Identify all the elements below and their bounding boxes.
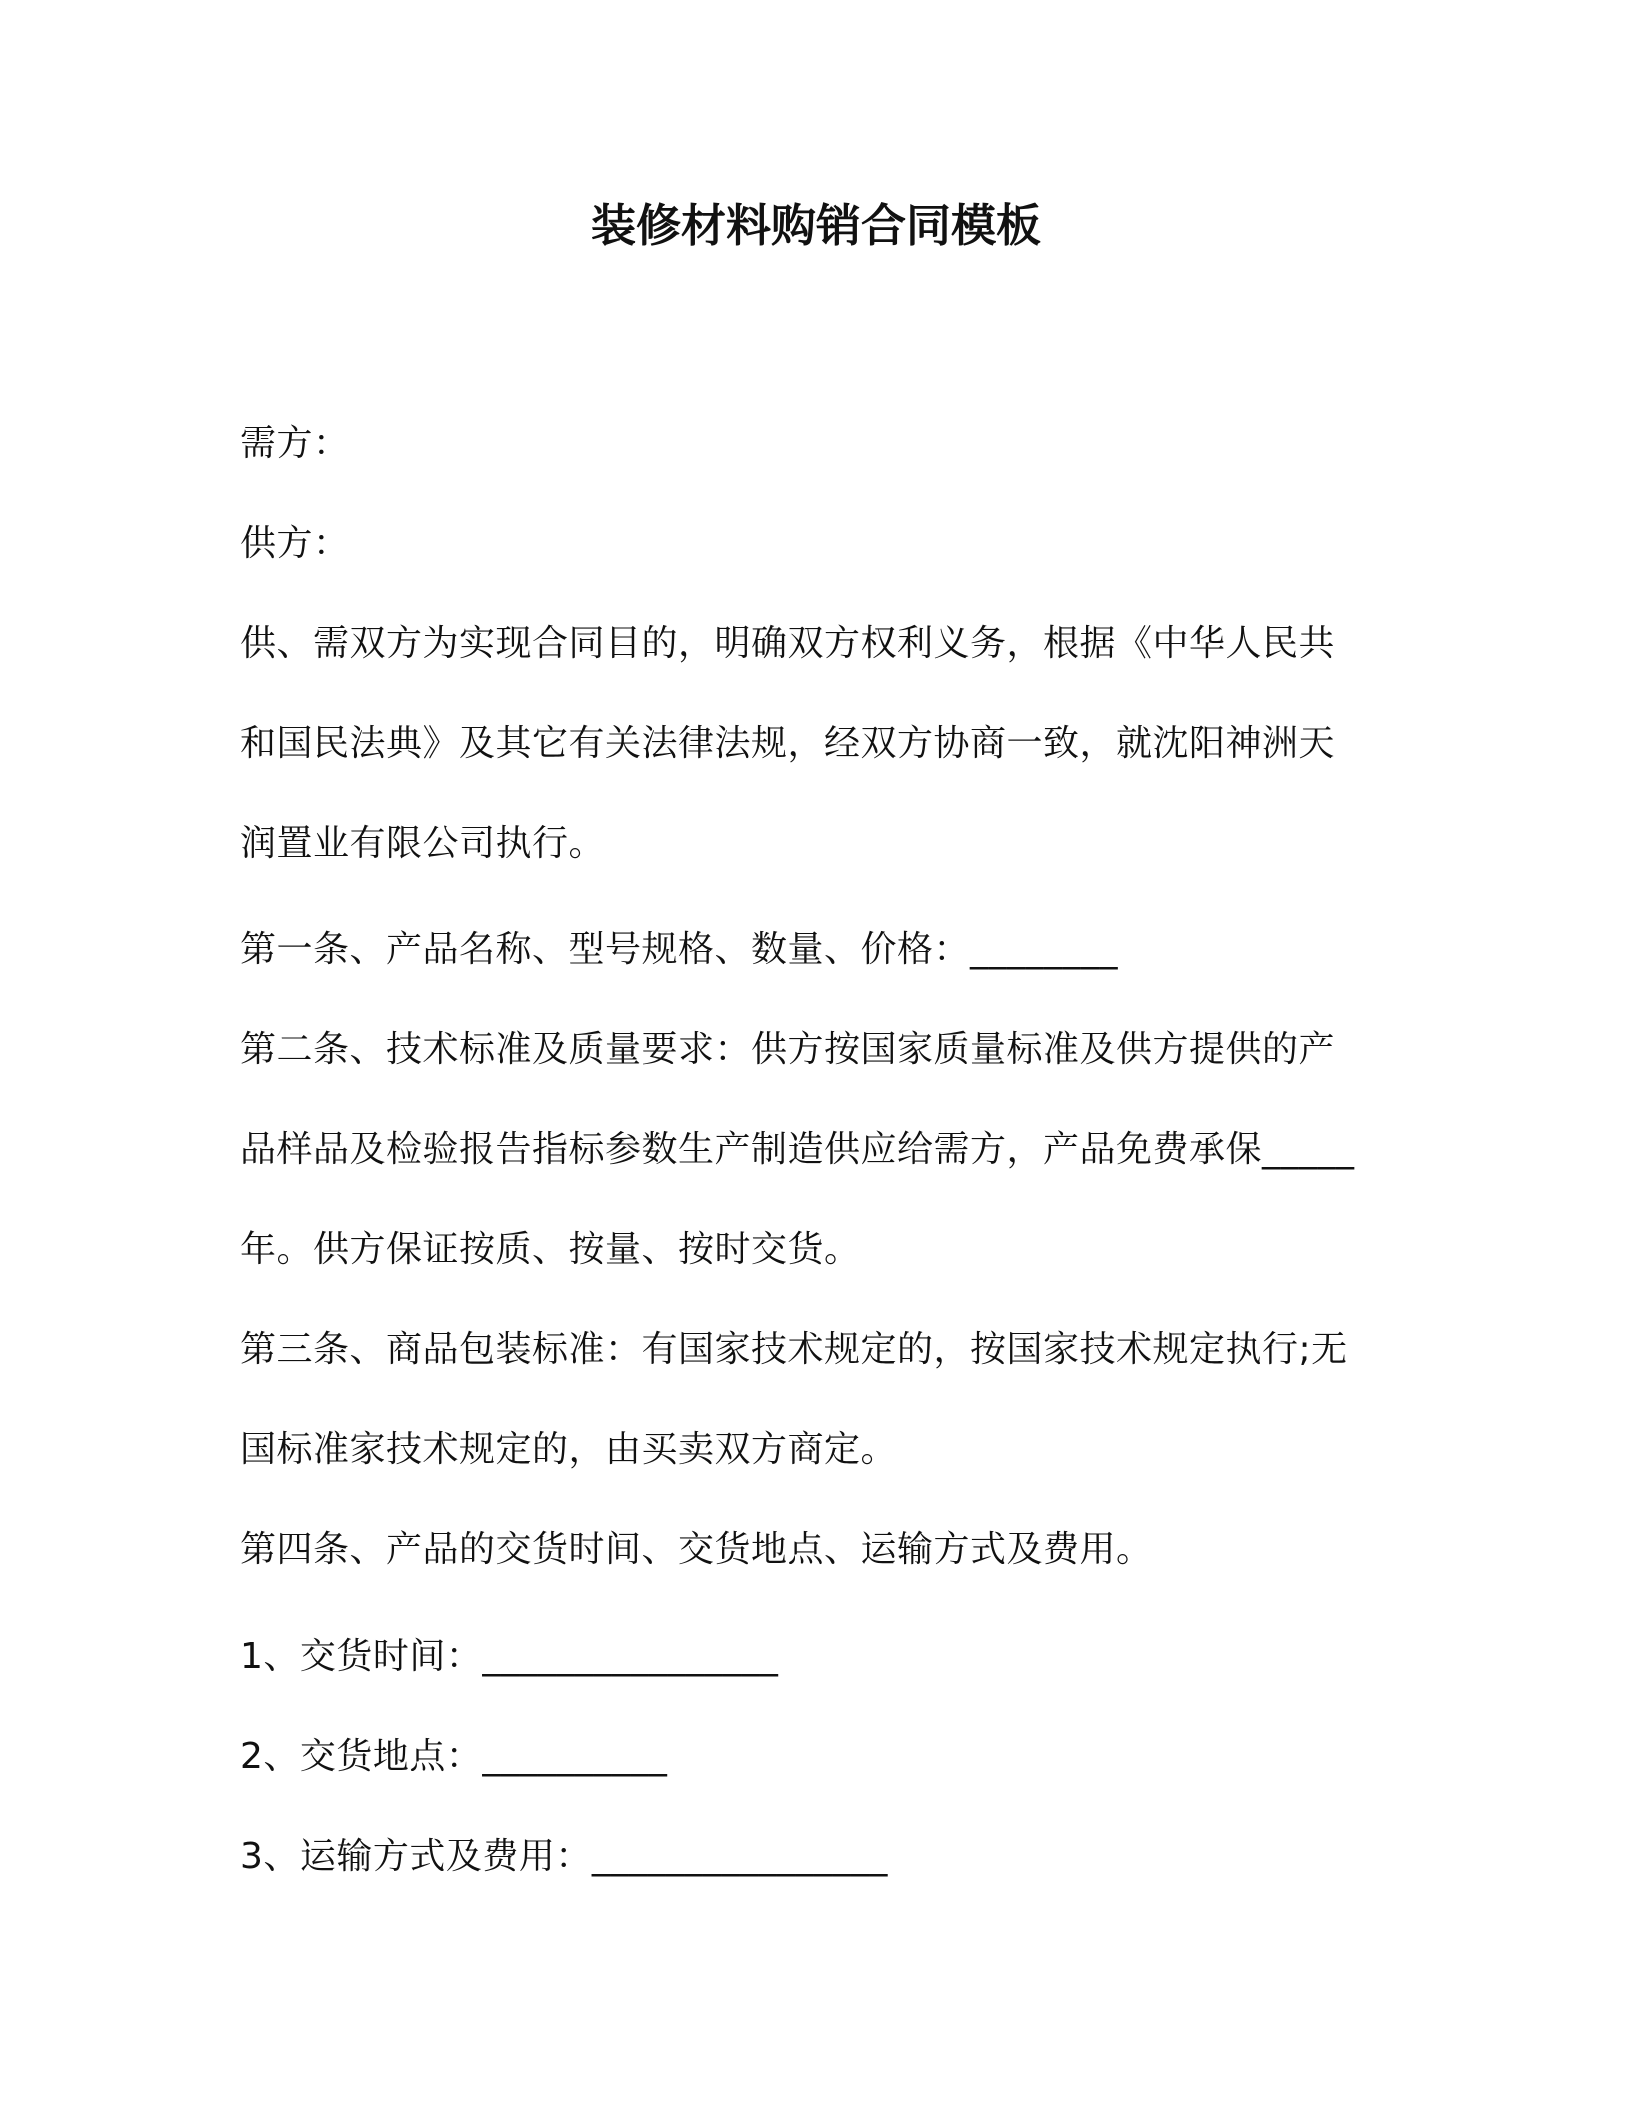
article-1: 第一条、产品名称、型号规格、数量、价格：________: [240, 929, 1119, 970]
article-2-line-1: 第二条、技术标准及质量要求：供方按国家质量标准及供方提供的产: [240, 1029, 1336, 1070]
preamble-line-2: 和国民法典》及其它有关法律法规，经双方协商一致，就沈阳神洲天: [240, 723, 1336, 764]
preamble-line-3: 润置业有限公司执行。: [240, 823, 606, 864]
delivery-time-item: 1、交货时间：________________: [240, 1636, 779, 1677]
document-title: 装修材料购销合同模板: [590, 199, 1041, 252]
article-3-line-1: 第三条、商品包装标准：有国家技术规定的，按国家技术规定执行;无: [240, 1329, 1348, 1370]
transport-cost-item: 3、运输方式及费用：________________: [240, 1836, 888, 1877]
demander-label: 需方：: [240, 423, 350, 464]
article-2-line-2: 品样品及检验报告指标参数生产制造供应给需方，产品免费承保_____: [240, 1129, 1355, 1170]
article-3-line-2: 国标准家技术规定的，由买卖双方商定。: [240, 1429, 898, 1470]
delivery-place-item: 2、交货地点：__________: [240, 1736, 668, 1777]
preamble-line-1: 供、需双方为实现合同目的，明确双方权利义务，根据《中华人民共: [240, 623, 1336, 664]
article-4-heading: 第四条、产品的交货时间、交货地点、运输方式及费用。: [240, 1529, 1153, 1570]
supplier-label: 供方：: [240, 523, 350, 564]
article-2-line-3: 年。供方保证按质、按量、按时交货。: [240, 1229, 861, 1270]
